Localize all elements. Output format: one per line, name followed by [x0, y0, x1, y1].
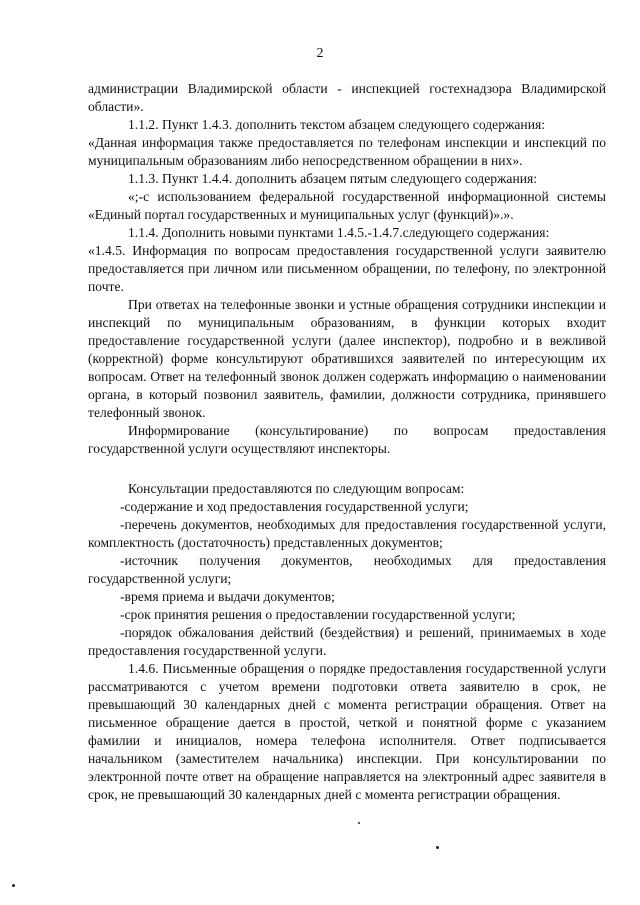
list-item: -срок принятия решения о предоставлении государственной услуги; [120, 607, 516, 622]
list-item: -перечень документов, необходимых для предоставления государственной услуги, комплектность (достаточность) представленных документов; [88, 517, 606, 550]
paragraph-clause-1-4-5: «1.4.5. Информация по вопросам предоставления государственной услуги заявителю предоставляется при личном или письменном обращении, по телефону, по электронной почте. [88, 243, 606, 294]
paragraph-quote-info: «Данная информация также предоставляется по телефонам инспекции и инспекций по муниципальным образованиям либо непосредственном обращении в них». [88, 135, 606, 168]
paragraph-informing: Информирование (консультирование) по вопросам предоставления государственной услуги осуществляют инспекторы. [88, 423, 606, 456]
scan-speck [358, 822, 360, 824]
list-item: -источник получения документов, необходимых для предоставления государственной услуги; [88, 553, 606, 586]
paragraph-phone-answers: При ответах на телефонные звонки и устные обращения сотрудники инспекции и инспекций по муниципальным образованиям, в функции которых входит предоставление государственной услуги (далее инспектор), подробно и в вежливой (корректной) форме консультируют обратившихся заявителей по интересующим их вопросам. Ответ на телефонный звонок должен содержать информацию о наименовании органа, в который позвонил заявитель, фамилии, должности сотрудника, принявшего телефонный звонок. [88, 297, 606, 420]
paragraph-clause-1-1-4: 1.1.4. Дополнить новыми пунктами 1.4.5.-1.4.7.следующего содержания: [128, 225, 550, 240]
page-number: 2 [316, 46, 324, 61]
paragraph-consultations-heading: Консультации предоставляются по следующим вопросам: [128, 481, 465, 496]
scan-speck [436, 846, 439, 849]
list-item: -время приема и выдачи документов; [120, 589, 335, 604]
scan-speck [12, 884, 15, 887]
paragraph-quote-system: «;-с использованием федеральной государственной информационной системы «Единый портал государственных и муниципальных услуг (функций)».». [88, 189, 606, 222]
paragraph-clause-1-4-6: 1.4.6. Письменные обращения о порядке предоставления государственной услуги рассматриваются с учетом времени подготовки ответа заявителю в срок, не превышающий 30 календарных дней с момента регистрации обращения. Ответ на письменное обращение дается в простой, четкой и понятной форме с указанием фамилии и инициалов, номера телефона исполнителя. Ответ подписывается начальником (заместителем начальника) инспекции. При консультировании по электронной почте ответ на обращение направляется на электронный адрес заявителя в срок, не превышающий 30 календарных дней с момента регистрации обращения. [88, 661, 606, 802]
document-body [88, 80, 606, 804]
paragraph-clause-1-1-3: 1.1.3. Пункт 1.4.4. дополнить абзацем пятым следующего содержания: [128, 171, 538, 186]
paragraph-continuation: администрации Владимирской области - инспекцией гостехнадзора Владимирской области». [88, 81, 606, 114]
paragraph-clause-1-1-2: 1.1.2. Пункт 1.4.3. дополнить текстом абзацем следующего содержания: [128, 117, 545, 132]
list-item: -содержание и ход предоставления государственной услуги; [120, 499, 469, 514]
list-item: -порядок обжалования действий (бездействия) и решений, принимаемых в ходе предоставления государственной услуги. [88, 625, 606, 658]
